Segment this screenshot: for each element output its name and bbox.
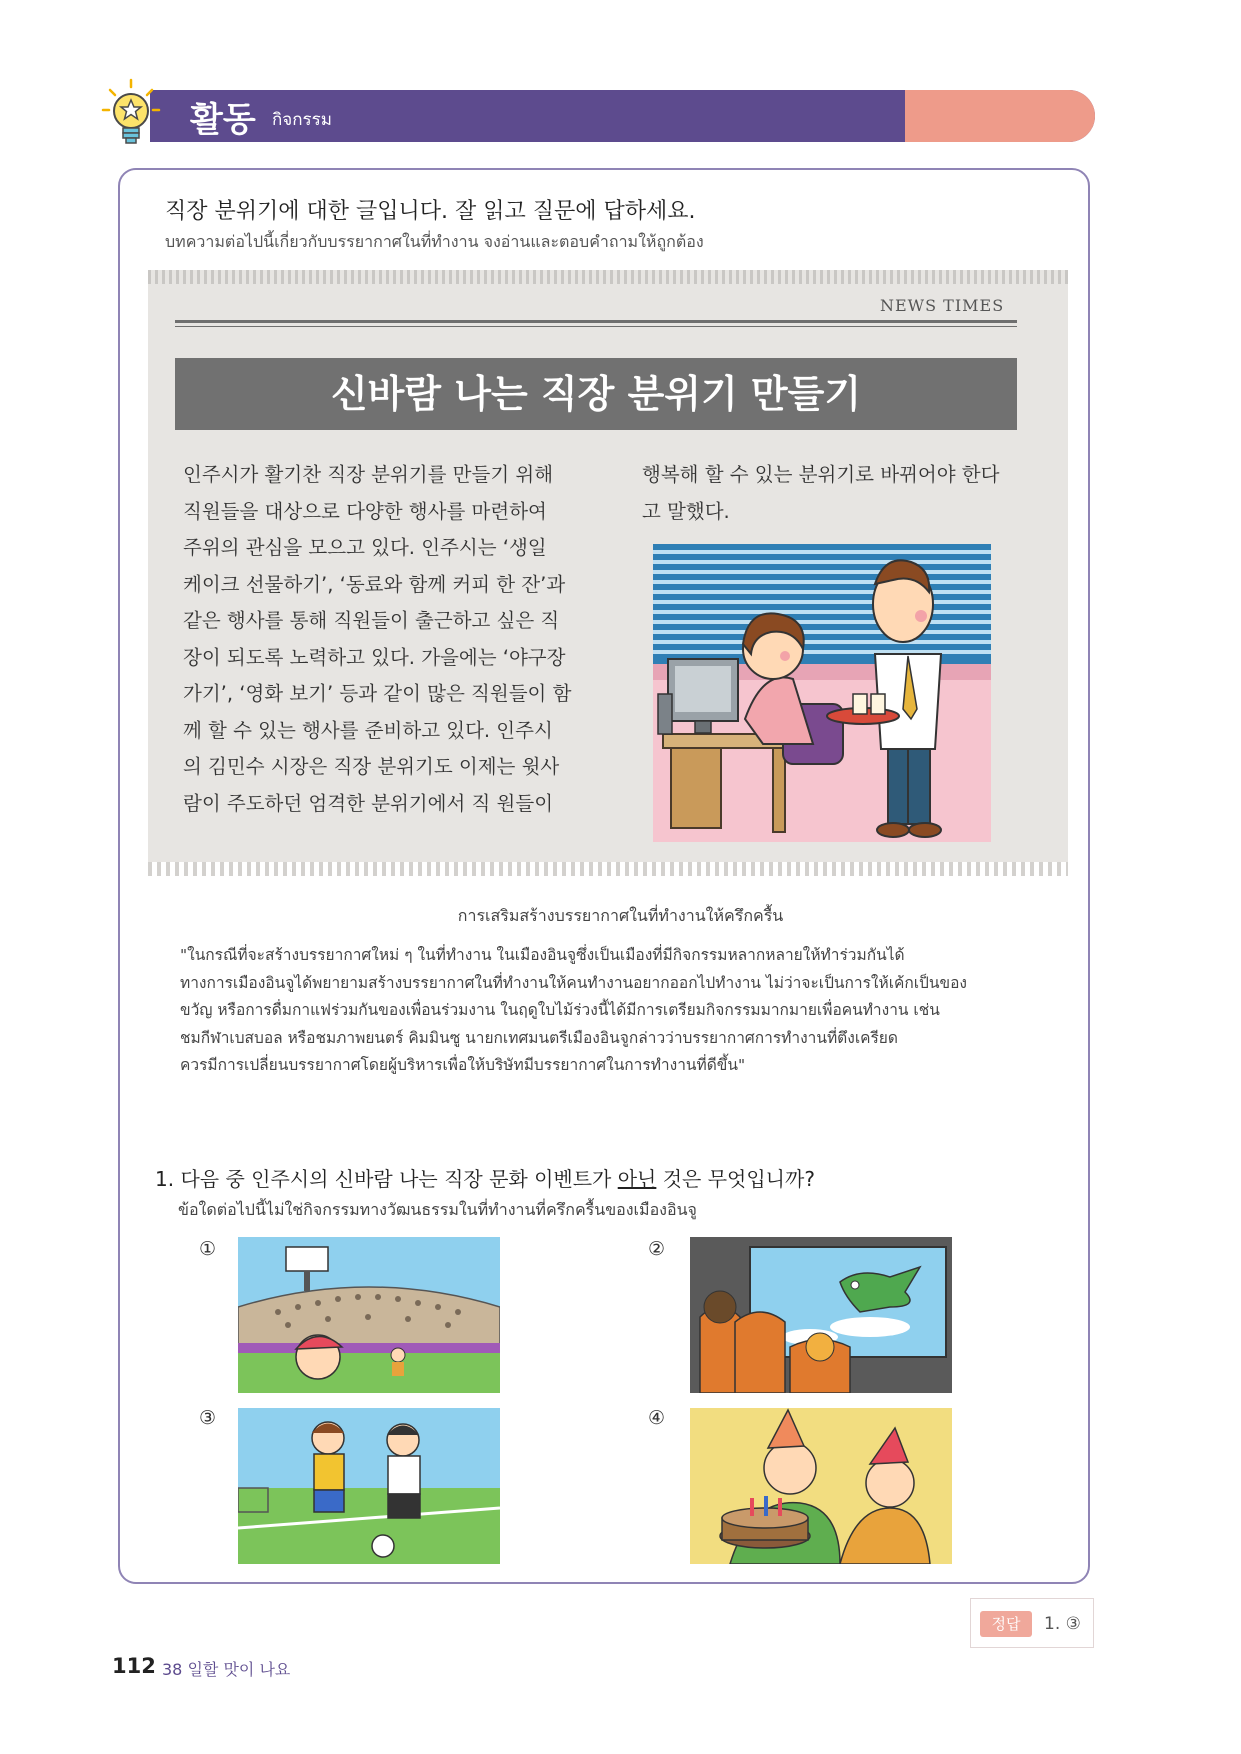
- translation-line: ควรมีการเปลี่ยนบรรยากาศโดยผู้บริหารเพื่อให้บริษัทมีบรรยากาศในการทำงานที่ดีขึ้น": [180, 1056, 746, 1074]
- answer-label: 정답: [980, 1611, 1032, 1637]
- article-line: 고 말했다.: [642, 499, 730, 523]
- translation-line: ทางการเมืองอินจูได้พยายามสร้างบรรยากาศในที่ทำงานให้คนทำงานอยากออกไปทำงาน ไม่ว่าจะเป็นการให้เค้กเป็นของ: [180, 973, 967, 992]
- instruction-thai: บทความต่อไปนี้เกี่ยวกับบรรยากาศในที่ทำงาน จงอ่านและตอบคำถามให้ถูกต้อง: [165, 232, 704, 251]
- article-line: 람이 주도하던 엄격한 분위기에서 직 원들이: [183, 791, 554, 815]
- translation-body: [180, 942, 1070, 1080]
- article-line: 케이크 선물하기’, ‘동료와 함께 커피 한 잔’과: [183, 572, 566, 596]
- question-number: 1.: [155, 1167, 175, 1191]
- option-3-marker[interactable]: ③: [199, 1407, 217, 1429]
- option-4-marker[interactable]: ④: [648, 1407, 666, 1429]
- question-text-after: 것은 무엇입니까?: [662, 1167, 815, 1191]
- soccer-game-icon[interactable]: [238, 1408, 500, 1564]
- article-column-left: [183, 457, 583, 822]
- question-korean: [155, 1163, 815, 1192]
- article-line: 인주시가 활기찬 직장 분위기를 만들기 위해: [183, 463, 554, 486]
- article-line: 가기’, ‘영화 보기’ 등과 같이 많은 직원들이 함: [183, 682, 572, 705]
- office-coffee-illustration: [653, 544, 991, 842]
- article-line: 장이 되도록 노력하고 있다. 가을에는 ‘야구장: [183, 645, 566, 669]
- translation-line: "ในกรณีที่จะสร้างบรรยากาศใหม่ ๆ ในที่ทำงาน ในเมืองอินจูซึ่งเป็นเมืองที่มีกิจกรรมหลากหลายให้ทำร่วมกันได้: [180, 946, 905, 964]
- article-line: 같은 행사를 통해 직원들이 출근하고 싶은 직: [183, 609, 560, 632]
- question-thai: ข้อใดต่อไปนี้ไม่ใช่กิจกรรมทางวัฒนธรรมในที่ทำงานที่ครึกครื้นของเมืองอินจู: [178, 1200, 697, 1219]
- option-1-marker[interactable]: ①: [199, 1238, 217, 1260]
- option-2-marker[interactable]: ②: [648, 1238, 666, 1260]
- section-subtitle: กิจกรรม: [272, 110, 333, 130]
- newspaper-masthead: NEWS TIMES: [880, 296, 1005, 315]
- article-line: 직원들을 대상으로 다양한 행사를 마련하여: [183, 499, 547, 523]
- question-text-before: 다음 중 인주시의 신바람 나는 직장 문화 이벤트가: [180, 1167, 612, 1191]
- article-column-right: [642, 457, 1022, 530]
- translation-line: ชมกีฬาเบสบอล หรือชมภาพยนตร์ คิมมินซู นายกเทศมนตรีเมืองอินจูกล่าวว่าบรรยากาศการทำงานที่ตึงเครียด: [180, 1028, 898, 1047]
- lightbulb-star-icon: [100, 78, 162, 150]
- instruction-korean: 직장 분위기에 대한 글입니다. 잘 읽고 질문에 답하세요.: [165, 199, 696, 224]
- article-headline: 신바람 나는 직장 분위기 만들기: [330, 372, 862, 416]
- newspaper-torn-bottom-edge: [148, 862, 1068, 876]
- masthead-rule-thin: [175, 326, 1017, 327]
- page-number: 112: [112, 1654, 156, 1678]
- article-line: 께 할 수 있는 행사를 준비하고 있다. 인주시: [183, 718, 553, 742]
- baseball-stadium-icon[interactable]: [238, 1237, 500, 1393]
- birthday-cake-icon[interactable]: [690, 1408, 952, 1564]
- masthead-rule: [175, 320, 1017, 323]
- answer-value: 1. ③: [1044, 1614, 1081, 1634]
- article-line: 행복해 할 수 있는 분위기로 바뀌어야 한다: [642, 463, 1000, 486]
- chapter-title: 38 일할 맛이 나요: [162, 1660, 291, 1679]
- translation-title: การเสริมสร้างบรรยากาศในที่ทำงานให้ครึกครื้น: [457, 906, 784, 925]
- translation-line: ขวัญ หรือการดื่มกาแฟร่วมกันของเพื่อนร่วมงาน ในฤดูใบไม้ร่วงนี้ได้มีการเตรียมกิจกรรมมากมายเพื่อคนทำงาน เช่น: [180, 1001, 940, 1019]
- newspaper-torn-top-edge: [148, 270, 1068, 284]
- article-line: 주위의 관심을 모으고 있다. 인주시는 ‘생일: [183, 536, 547, 559]
- section-title: 활동: [190, 100, 256, 140]
- movie-theater-icon[interactable]: [690, 1237, 952, 1393]
- question-underlined-word: 아닌: [617, 1167, 657, 1191]
- article-line: 의 김민수 시장은 직장 분위기도 이제는 윗사: [183, 755, 560, 778]
